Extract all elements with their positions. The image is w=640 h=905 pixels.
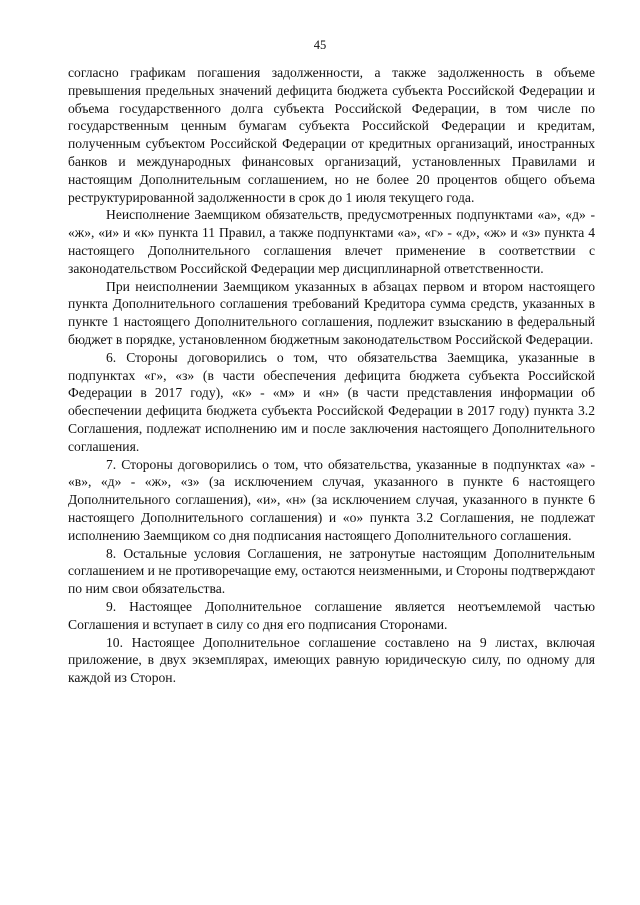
paragraph-item-8: 8. Остальные условия Соглашения, не затронутые настоящим Дополнительным соглашением и не противоречащие ему, остаются неизменными, и Стороны подтверждают по ним свои обязательства. [68,545,595,597]
document-body [68,64,595,687]
page-number: 45 [313,38,327,52]
paragraph-item-7: 7. Стороны договорились о том, что обязательства, указанные в подпунктах «а» - «в», «д» - «ж», «з» (за исключением случая, указанного в пункте 6 настоящего Дополнительного соглашения), «и», «н» (за исключением случая, указанного в пункте 6 настоящего Дополнительного соглашения) и «о» пункта 3.2 Соглашения, не подлежат исполнению Заемщиком со дня подписания настоящего Дополнительного соглашения. [68,456,595,543]
paragraph-item-6: 6. Стороны договорились о том, что обязательства Заемщика, указанные в подпунктах «г», «з» (в части обеспечения дефицита бюджета субъекта Российской Федерации в 2017 году), «к» - «м» и «н» (в части представления информации об обеспечении дефицита бюджета субъекта Российской Федерации в 2017 году) пункта 3.2 Соглашения, подлежат исполнению им и после заключения настоящего Дополнительного соглашения. [68,349,595,454]
paragraph-continuation: согласно графикам погашения задолженности, а также задолженность в объеме превышения предельных значений дефицита бюджета субъекта Российской Федерации и объема государственного долга субъекта Российской Федерации, в том числе по государственным ценным бумагам субъекта Российской Федерации и кредитам, полученным субъектом Российской Федерации от кредитных организаций, иностранных банков и международных финансовых организаций, установленных Правилами и настоящим Дополнительным соглашением, но не более 20 процентов общего объема реструктурированной задолженности в срок до 1 июля текущего года. [68,65,595,205]
paragraph-non-fulfillment: Неисполнение Заемщиком обязательств, предусмотренных подпунктами «а», «д» - «ж», «и» и «к» пункта 11 Правил, а также подпунктами «а», «г» - «д», «ж» и «з» пункта 4 настоящего Дополнительного соглашения влечет применение в соответствии с законодательством Российской Федерации мер дисциплинарной ответственности. [68,207,595,276]
paragraph-item-9: 9. Настоящее Дополнительное соглашение является неотъемлемой частью Соглашения и вступает в силу со дня его подписания Сторонами. [68,598,595,632]
paragraph-recovery: При неисполнении Заемщиком указанных в абзацах первом и втором настоящего пункта Дополнительного соглашения требований Кредитора сумма средств, указанных в пункте 1 настоящего Дополнительного соглашения, подлежит взысканию в федеральный бюджет в порядке, установленном бюджетным законодательством Российской Федерации. [68,278,595,347]
paragraph-item-10: 10. Настоящее Дополнительное соглашение составлено на 9 листах, включая приложение, в двух экземплярах, имеющих равную юридическую силу, по одному для каждой из Сторон. [68,634,595,686]
